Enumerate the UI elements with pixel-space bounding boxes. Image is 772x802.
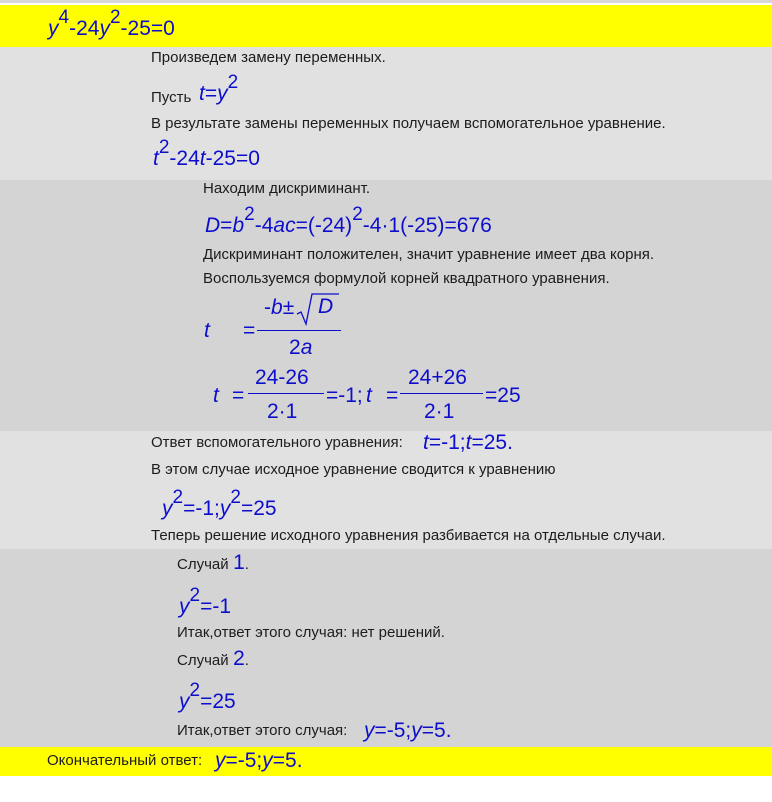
root1-numerator: 24-26 [255,366,309,389]
reduction-text: В этом случае исходное уравнение сводится к уравнению [151,461,556,478]
root1-result: =-1; [326,384,363,407]
equation-header [0,5,772,47]
root2-result: =25 [485,384,521,407]
root1-denominator: 2·1 [267,400,298,423]
let-equation: $t=y^2$ [199,72,239,105]
case-2-heading: Случай 2. [177,647,249,670]
aux-answer-values: t=-1;t=25. [423,431,513,454]
roots-formula-intro: Воспользуемся формулой корней квадратного уравнения. [203,270,610,287]
roots-formula-eq: = [243,319,256,342]
final-answer-label: Окончательный ответ: [47,752,203,769]
auxiliary-equation: $t^2-24t-25=0$ [153,137,260,170]
case-1-equation: $y^2=-1$ [179,585,232,618]
main-equation: $y^4-24y^2-25=0$ [48,7,175,40]
let-label: Пусть [151,89,192,106]
reduced-equations: $y^2=-1;y^2=25$ [162,487,277,520]
roots-formula-fraction-bar [257,330,341,331]
final-answer-values: y=-5;y=5. [215,749,303,772]
case-1-heading: Случай 1. [177,551,249,574]
discriminant-find-text: Находим дискриминант. [203,180,371,197]
root1-fraction-bar [248,393,324,394]
roots-formula-D: D [318,295,334,318]
root1-eq: = [232,384,245,407]
root1-t: t [213,384,219,407]
roots-formula-denominator: 2a [289,336,313,359]
case-2-result-label: Итак,ответ этого случая: [177,722,348,739]
discriminant-formula: $D=b^2-4ac=(-24)^2-4\cdot 1(-25)=676$ [205,204,492,237]
root2-numerator: 24+26 [408,366,467,389]
case-2-equation: $y^2=25$ [179,680,236,713]
root2-t: t [366,384,372,407]
discriminant-positive-text: Дискриминант положителен, значит уравнение имеет два корня. [203,246,655,263]
top-divider [0,0,772,3]
substitution-section [0,47,772,180]
substitution-result-text: В результате замены переменных получаем вспомогательное уравнение. [151,115,666,132]
aux-answer-label: Ответ вспомогательного уравнения: [151,434,403,451]
substitution-intro: Произведем замену переменных. [151,49,386,66]
split-cases-text: Теперь решение исходного уравнения разбивается на отдельные случаи. [151,527,666,544]
final-answer-band [0,747,772,776]
case-1-result: Итак,ответ этого случая: нет решений. [177,624,445,641]
roots-formula-t: t [204,319,210,342]
roots-formula-numerator: -b± [264,296,295,319]
root2-denominator: 2·1 [424,400,455,423]
cases-section [0,549,772,747]
root2-fraction-bar [400,393,483,394]
discriminant-section [0,180,772,431]
root2-eq: = [386,384,399,407]
reduction-section [0,431,772,549]
case-2-result-values: y=-5;y=5. [364,719,452,742]
